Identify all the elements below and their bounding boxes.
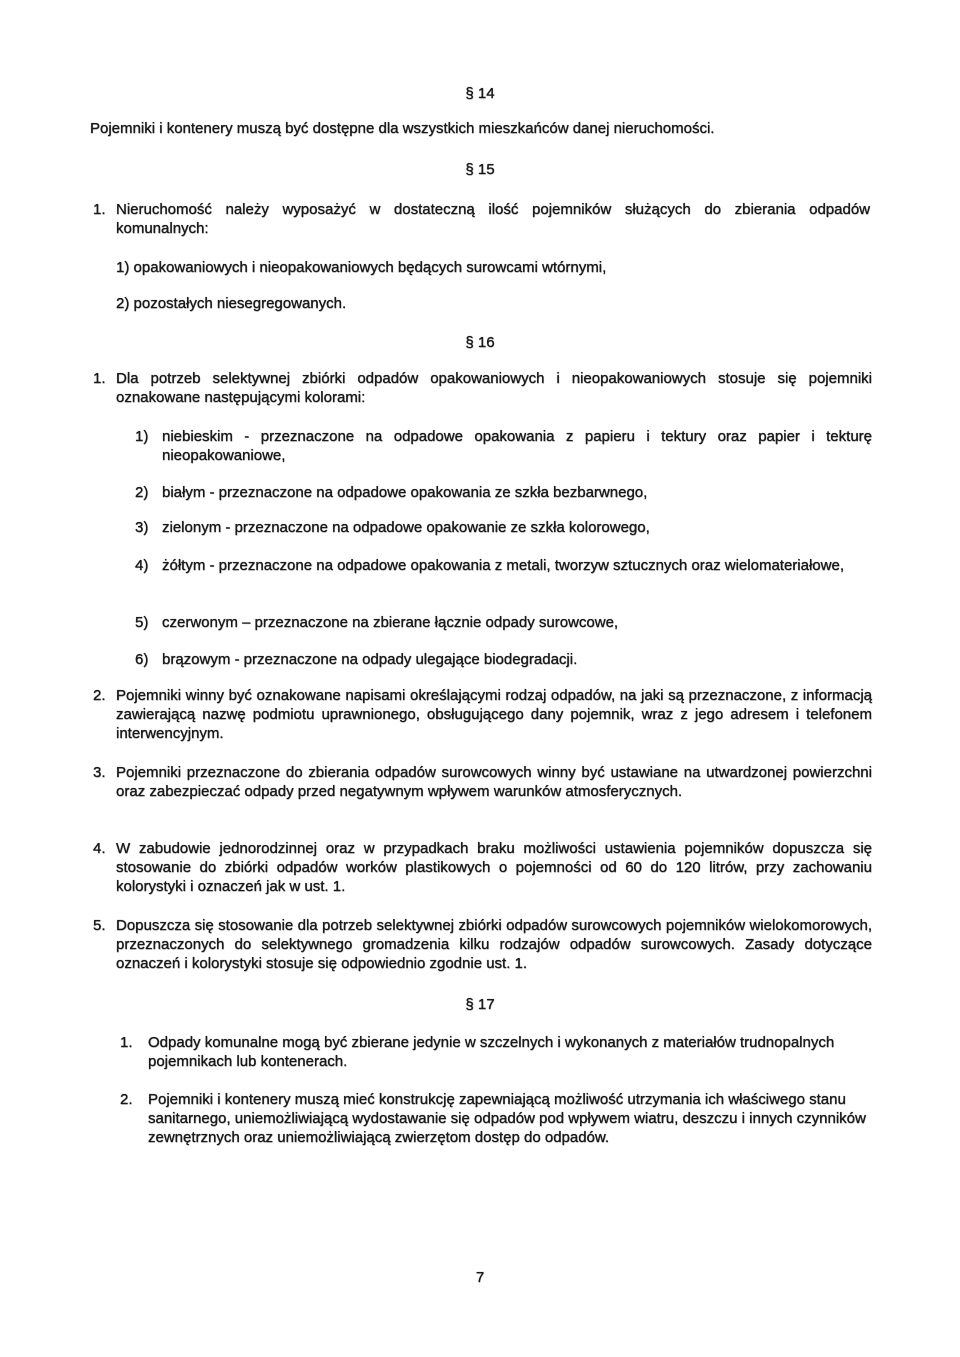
section-16-point-number: 1.: [93, 370, 106, 387]
section-16-point-number: 3.: [93, 764, 106, 781]
color-item-text: zielonym - przeznaczone na odpadowe opakowanie ze szkła kolorowego,: [162, 519, 650, 536]
section-14-text: Pojemniki i kontenery muszą być dostępne dla wszystkich mieszkańców danej nieruchomości.: [90, 120, 715, 137]
section-16-point-text: Pojemniki winny być oznakowane napisami określającymi rodzaj odpadów, na jaki są przeznaczone, z informacją zawierającą nazwę podmiotu uprawnionego, obsługującego dany pojemnik, wraz z jego adresem i telefonem interwencyjnym.: [116, 687, 872, 742]
color-item-text: niebieskim - przeznaczone na odpadowe opakowania z papieru i tektury oraz papier i tekturę nieopakowaniowe,: [162, 428, 872, 464]
color-item-text: czerwonym – przeznaczone na zbierane łącznie odpady surowcowe,: [162, 614, 619, 631]
section-15-point-text: Nieruchomość należy wyposażyć w dostateczną ilość pojemników służących do zbierania odpadów komunalnych:: [116, 201, 870, 237]
color-item-number: 1): [135, 428, 149, 445]
section-15-heading: § 15: [465, 161, 495, 178]
section-15-point-number: 1.: [93, 201, 106, 218]
section-15-item: 2) pozostałych niesegregowanych.: [116, 295, 347, 312]
section-17-point-text: Odpady komunalne mogą być zbierane jedynie w szczelnych i wykonanych z materiałów trudnopalnych pojemnikach lub kontenerach.: [148, 1034, 835, 1070]
section-16-point-text: W zabudowie jednorodzinnej oraz w przypadkach braku możliwości ustawienia pojemników dopuszcza się stosowanie do zbiórki odpadów worków plastikowych o pojemności od 60 do 120 litrów, przy zachowaniu kolorystyki i oznaczeń jak w ust. 1.: [116, 840, 872, 895]
color-item-number: 2): [135, 484, 149, 501]
page-number: 7: [475, 1269, 485, 1286]
section-17-point-number: 1.: [120, 1034, 133, 1051]
color-item-number: 4): [135, 557, 149, 574]
section-16-point-text: Pojemniki przeznaczone do zbierania odpadów surowcowych winny być ustawiane na utwardzonej powierzchni oraz zabezpieczać odpady przed negatywnym wpływem warunków atmosferycznych.: [116, 764, 872, 800]
section-16-point-text: Dopuszcza się stosowanie dla potrzeb selektywnej zbiórki odpadów surowcowych pojemników wielokomorowych, przeznaczonych do selektywnego gromadzenia kilku rodzajów odpadów surowcowych. Zasady dotyczące oznaczeń i kolorystyki stosuje się odpowiednio zgodnie ust. 1.: [116, 917, 872, 972]
section-16-point-number: 2.: [93, 687, 106, 704]
color-item-text: żółtym - przeznaczone na odpadowe opakowania z metali, tworzyw sztucznych oraz wielomateriałowe,: [162, 557, 844, 574]
section-17-point-text: Pojemniki i kontenery muszą mieć konstrukcję zapewniającą możliwość utrzymania ich właściwego stanu sanitarnego, uniemożliwiającą wydostawanie się odpadów pod wpływem wiatru, deszczu i innych czynników zewnętrznych oraz uniemożliwiającą zwierzętom dostęp do odpadów.: [148, 1091, 866, 1146]
color-item-number: 5): [135, 614, 149, 631]
section-17-heading: § 17: [465, 996, 495, 1013]
section-14-heading: § 14: [465, 85, 495, 102]
section-15-item: 1) opakowaniowych i nieopakowaniowych będących surowcami wtórnymi,: [116, 259, 607, 276]
color-item-text: białym - przeznaczone na odpadowe opakowania ze szkła bezbarwnego,: [162, 484, 648, 501]
color-item-text: brązowym - przeznaczone na odpady ulegające biodegradacji.: [162, 651, 578, 668]
section-16-point-number: 4.: [93, 840, 106, 857]
color-item-number: 3): [135, 519, 149, 536]
section-16-point-text: Dla potrzeb selektywnej zbiórki odpadów opakowaniowych i nieopakowaniowych stosuje się pojemniki oznakowane następującymi kolorami:: [116, 370, 872, 406]
section-16-heading: § 16: [465, 334, 495, 351]
section-16-point-number: 5.: [93, 917, 106, 934]
color-item-number: 6): [135, 651, 149, 668]
section-17-point-number: 2.: [120, 1091, 133, 1108]
